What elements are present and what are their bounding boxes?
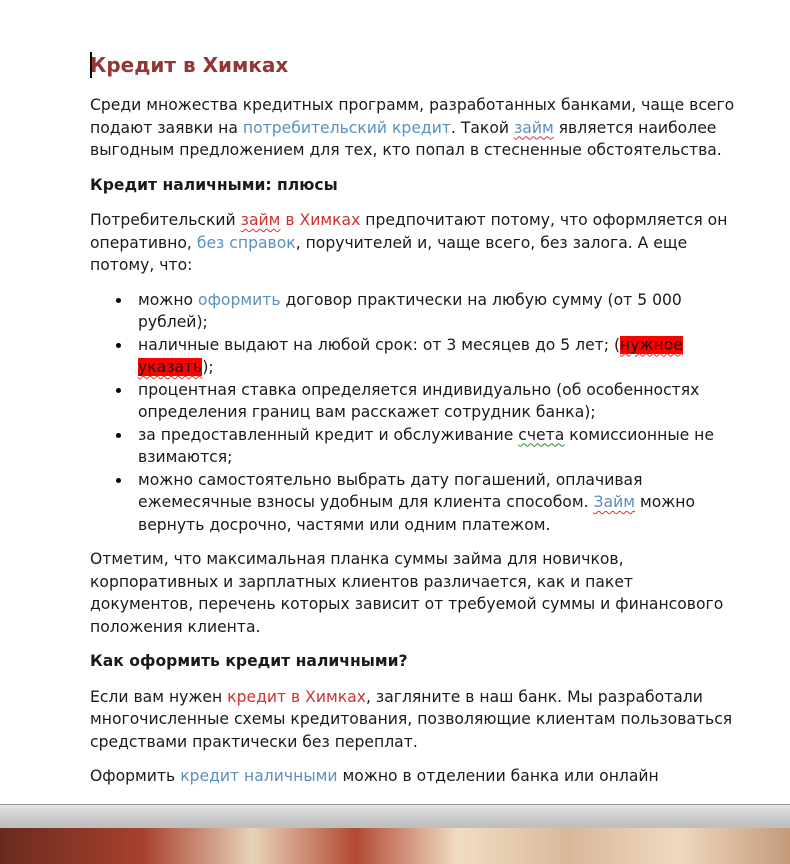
document-title: Кредит в Химках [90,53,289,77]
paragraph-limits: Отметим, что максимальная планка суммы займа для новичков, корпоративных и зарплатных клиентов различается, как и пакет документов, перечень которых зависит от требуемой суммы и финансового положения клиента. [90,550,724,636]
link-cash-credit[interactable]: кредит наличными [180,767,338,785]
desktop-wallpaper [0,828,790,864]
text-run: , загляните в наш банк. Мы разработали многочисленные схемы кредитования, позволяющие клиентам пользоваться средствами практически без переплат. [90,687,733,751]
link-no-certificates[interactable]: без справок [196,233,296,252]
window-bottom-bar [0,804,790,828]
link-text: займ [240,211,281,229]
text-run: является наиболее выгодным предложением для тех, кто попал в стесненные обстоятельства. [90,118,722,159]
text-run: можно [138,290,199,309]
list-item [138,289,740,334]
text-run: можно самостоятельно выбрать дату погашений, оплачивая ежемесячные взносы удобным для клиента способом. [138,470,643,511]
paragraph-our-bank [90,686,740,754]
text-run: за предоставленный кредит и обслуживание [138,425,519,444]
list-item: процентная ставка определяется индивидуально (об особенностях определения границ вам расскажет сотрудник банка); [138,379,740,424]
highlighted-placeholder: нужное указать [138,335,683,376]
text-run: ); [202,358,214,376]
text-run: можно в отделении банка или онлайн [337,767,659,785]
text-run: Если вам нужен [90,687,228,706]
text-run: комиссионные не взимаются; [138,425,714,466]
link-loan[interactable]: займ [513,118,554,137]
link-consumer-credit[interactable]: потребительский кредит [242,118,451,137]
text-run: , поручителей и, чаще всего, без залога. А еще потому, что: [90,233,688,274]
text-run: можно вернуть досрочно, частями или одним платежом. [138,493,696,534]
grammar-marked-word: счета [518,425,565,444]
list-item [138,469,740,537]
document-body[interactable] [90,50,740,800]
heading-cash-credit-pros: Кредит наличными: плюсы [90,175,338,194]
link-loan-in-khimki[interactable] [241,211,361,229]
text-run: предпочитают потому, что оформляется он оперативно, [90,211,728,252]
text-run: . Такой [450,118,514,137]
link-loan-repay[interactable]: Займ [593,493,635,511]
text-run: Оформить [90,767,181,785]
text-run: наличные выдают на любой срок: от 3 месяцев до 5 лет; ( [138,335,621,354]
text-run: Среди множества кредитных программ, разработанных банками, чаще всего подают заявки на [90,96,735,137]
link-apply[interactable]: оформить [198,290,281,309]
list-item [138,424,740,469]
text-run: Потребительский [90,211,241,229]
link-text: в Химках [280,211,361,229]
list-item [138,334,740,379]
paragraph-consumer-loan [90,209,740,277]
paragraph-apply-online [90,765,740,788]
link-credit-in-khimki[interactable]: кредит в Химках [227,687,366,706]
benefits-list [90,289,740,537]
heading-how-to-apply: Как оформить кредит наличными? [90,652,408,670]
text-run: договор практически на любую сумму (от 5 000 рублей); [138,290,682,331]
paragraph-intro [90,94,740,162]
